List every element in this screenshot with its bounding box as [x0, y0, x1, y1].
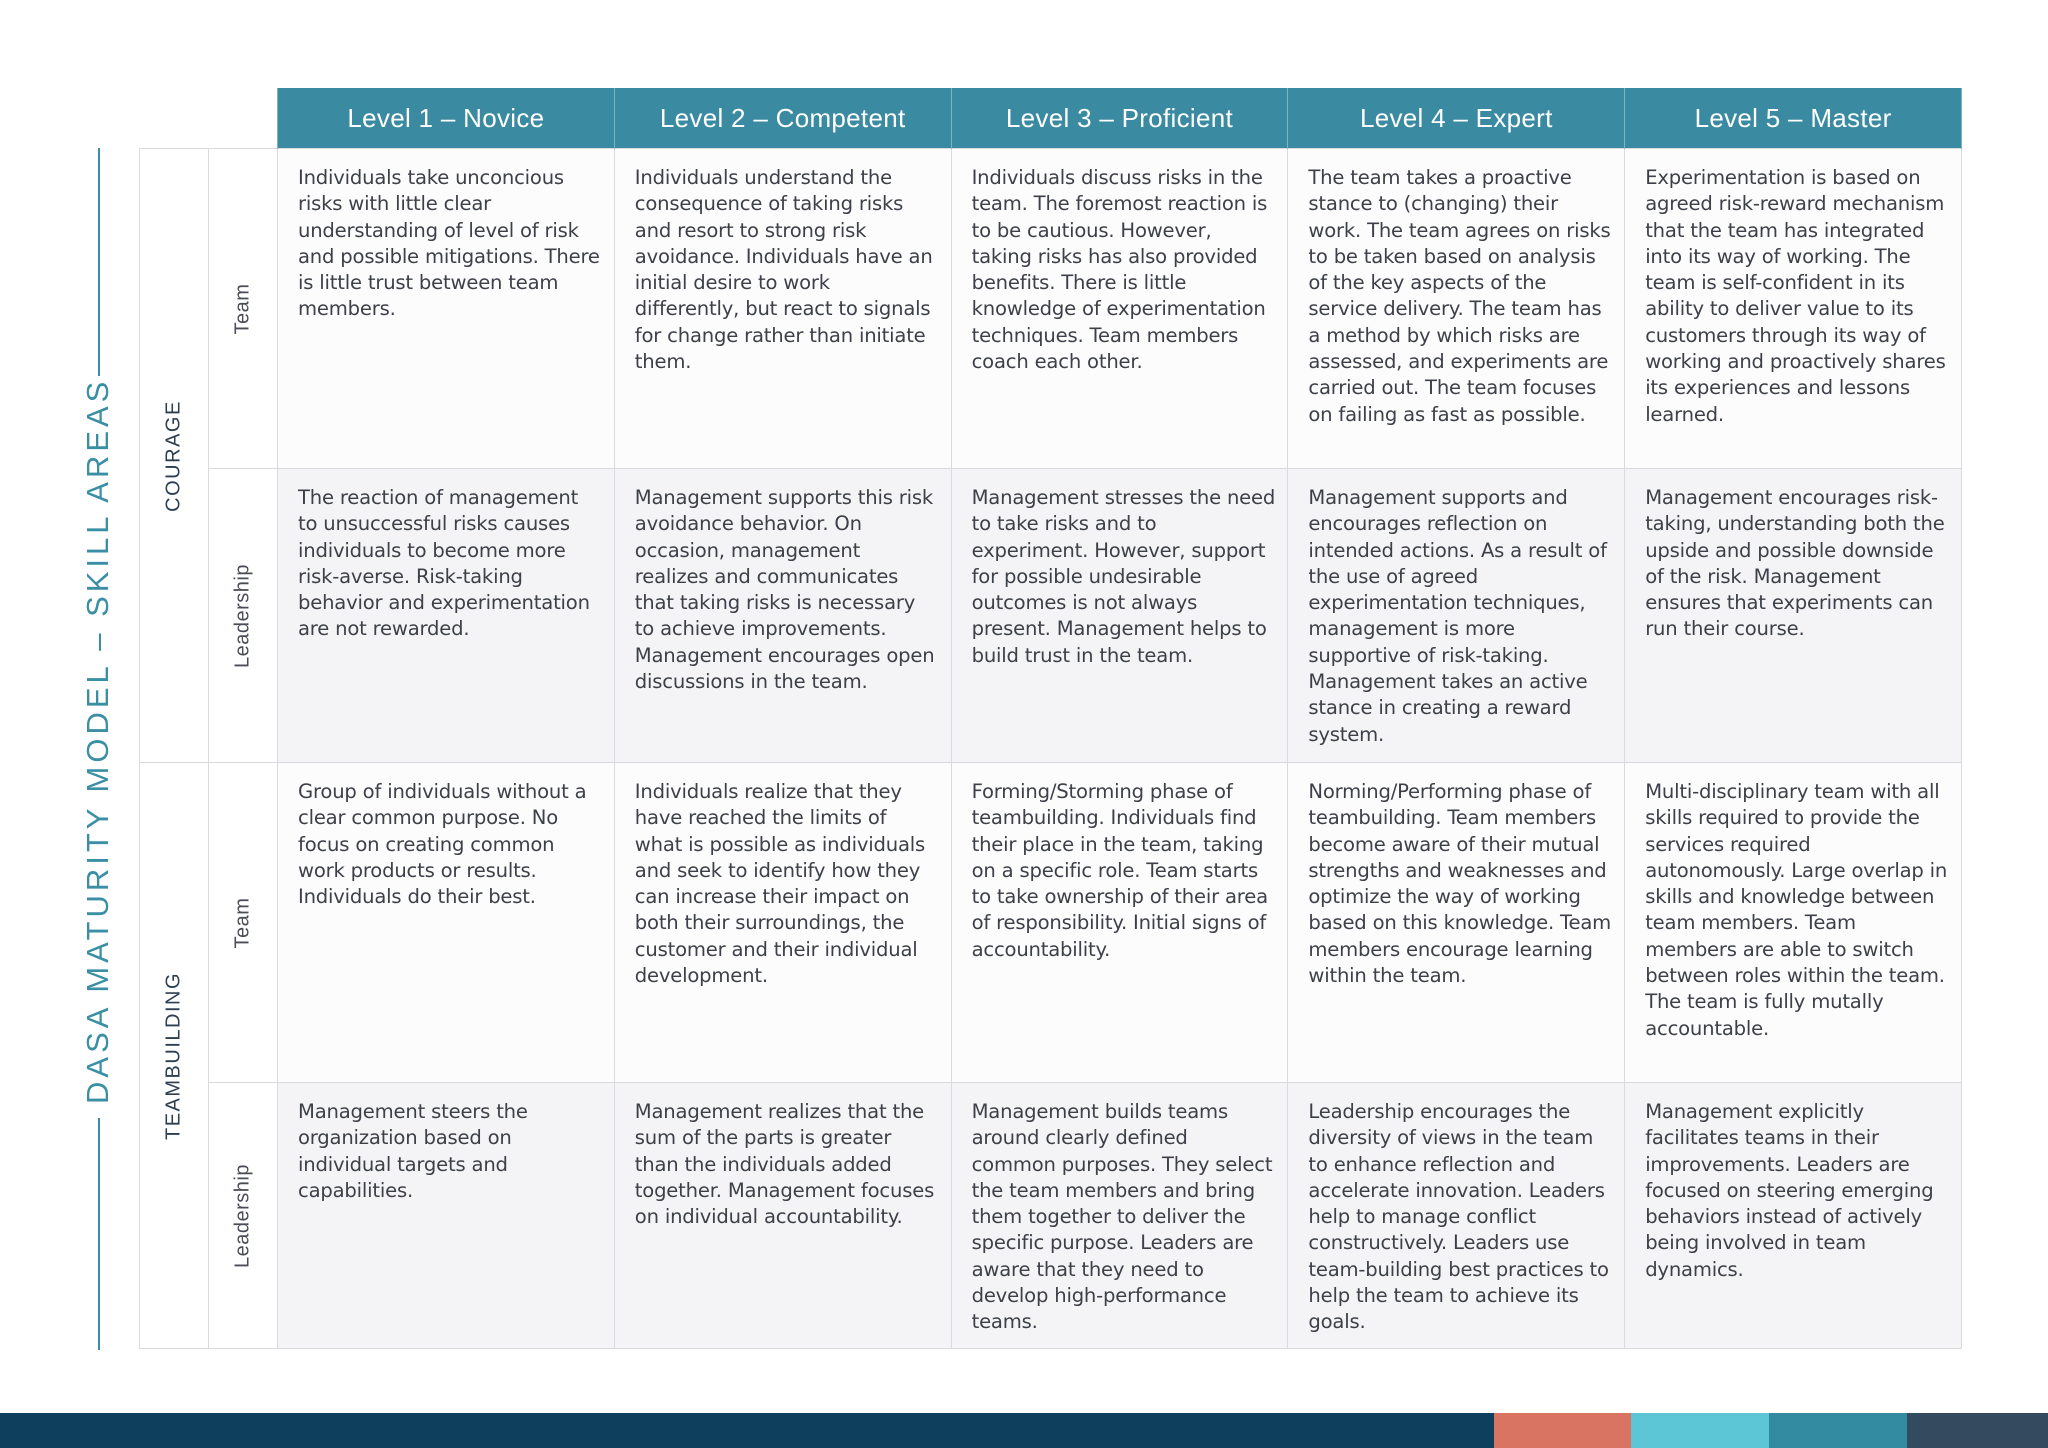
skill-area-teambuilding — [140, 763, 209, 1349]
description-cell: Management supports this risk avoidance behavior. On occasion, management realizes and communicates that taking risks is necessary to achieve improvements. Management encourages open discussions in the team. — [614, 469, 951, 763]
description-cell: Individuals take unconcious risks with little clear understanding of level of risk and possible mitigations. There is little trust between team members. — [278, 149, 615, 469]
description-cell: Management stresses the need to take risks and to experiment. However, support for possible undesirable outcomes is not always present. Management helps to build trust in the team. — [951, 469, 1288, 763]
description-cell: Management builds teams around clearly defined common purposes. They select the team members and bring them together to deliver the specific purpose. Leaders are aware that they need to develop high-performance teams. — [951, 1083, 1288, 1349]
role-cell — [209, 469, 278, 763]
table-row — [140, 469, 1962, 763]
role-cell — [209, 763, 278, 1083]
role-label: Team — [231, 897, 254, 948]
role-label: Leadership — [231, 563, 254, 668]
skill-area-courage — [140, 149, 209, 763]
level-header: Level 4 – Expert — [1288, 88, 1625, 149]
footer-stripe — [1907, 1413, 2048, 1448]
level-header: Level 2 – Competent — [614, 88, 951, 149]
description-cell: Management encourages risk-taking, understanding both the upside and possible downside of the risk. Management ensures that experiments can run their course. — [1625, 469, 1962, 763]
table-row — [140, 1083, 1962, 1349]
description-cell: Management explicitly facilitates teams in their improvements. Leaders are focused on steering emerging behaviors instead of actively being involved in team dynamics. — [1625, 1083, 1962, 1349]
footer-stripe — [1494, 1413, 1631, 1448]
maturity-table — [139, 88, 1962, 1349]
footer-stripe — [0, 1413, 1494, 1448]
description-cell: Management steers the organization based on individual targets and capabilities. — [278, 1083, 615, 1349]
level-header: Level 1 – Novice — [278, 88, 615, 149]
table-row — [140, 149, 1962, 469]
footer-stripe — [1769, 1413, 1907, 1448]
skill-area-label: TEAMBUILDING — [162, 971, 185, 1140]
role-cell — [209, 1083, 278, 1349]
description-cell: Group of individuals without a clear common purpose. No focus on creating common work products or results. Individuals do their best. — [278, 763, 615, 1083]
header-corner — [209, 88, 278, 149]
role-cell — [209, 149, 278, 469]
description-cell: Experimentation is based on agreed risk-reward mechanism that the team has integrated into its way of working. The team is self-confident in its ability to deliver value to its customers through its way of working and proactively shares its experiences and lessons learned. — [1625, 149, 1962, 469]
description-cell: The team takes a proactive stance to (changing) their work. The team agrees on risks to be taken based on analysis of the key aspects of the service delivery. The team has a method by which risks are assessed, and experiments are carried out. The team focuses on failing as fast as possible. — [1288, 149, 1625, 469]
table-row — [140, 763, 1962, 1083]
description-cell: Forming/Storming phase of teambuilding. Individuals find their place in the team, taking on a specific role. Team starts to take ownership of their area of responsibility. Initial signs of accountability. — [951, 763, 1288, 1083]
description-cell: Management realizes that the sum of the parts is greater than the individuals added together. Management focuses on individual accountability. — [614, 1083, 951, 1349]
footer-stripe — [1631, 1413, 1769, 1448]
skill-area-label: COURAGE — [162, 399, 185, 512]
description-cell: Management supports and encourages reflection on intended actions. As a result of the use of agreed experimentation techniques, management is more supportive of risk-taking. Management takes an active stance in creating a reward system. — [1288, 469, 1625, 763]
role-label: Team — [231, 283, 254, 334]
description-cell: Individuals discuss risks in the team. The foremost reaction is to be cautious. However, taking risks has also provided benefits. There is little knowledge of experimentation techniques. Team members coach each other. — [951, 149, 1288, 469]
description-cell: The reaction of management to unsuccessful risks causes individuals to become more risk-averse. Risk-taking behavior and experimentation are not rewarded. — [278, 469, 615, 763]
side-title-rule-top — [98, 148, 100, 376]
description-cell: Individuals realize that they have reached the limits of what is possible as individuals and seek to identify how they can increase their impact on both their surroundings, the customer and their individual development. — [614, 763, 951, 1083]
role-label: Leadership — [231, 1163, 254, 1268]
level-header: Level 5 – Master — [1625, 88, 1962, 149]
description-cell: Leadership encourages the diversity of views in the team to enhance reflection and accelerate innovation. Leaders help to manage conflict constructively. Leaders use team-building best practices to help the team to achieve its goals. — [1288, 1083, 1625, 1349]
description-cell: Norming/Performing phase of teambuilding. Team members become aware of their mutual strengths and weaknesses and optimize the way of working based on this knowledge. Team members encourage learning within the team. — [1288, 763, 1625, 1083]
level-header: Level 3 – Proficient — [951, 88, 1288, 149]
header-row — [140, 88, 1962, 149]
description-cell: Individuals understand the consequence of taking risks and resort to strong risk avoidance. Individuals have an initial desire to work differently, but react to signals for change rather than initiate them. — [614, 149, 951, 469]
side-title: DASA MATURITY MODEL – SKILL AREAS — [80, 377, 115, 1104]
header-corner — [140, 88, 209, 149]
description-cell: Multi-disciplinary team with all skills required to provide the services required autonomously. Large overlap in skills and knowledge between team members. Team members are able to switch between roles within the team. The team is fully mutally accountable. — [1625, 763, 1962, 1083]
side-title-rule-bottom — [98, 1118, 100, 1350]
footer-color-bar — [0, 1413, 2048, 1448]
